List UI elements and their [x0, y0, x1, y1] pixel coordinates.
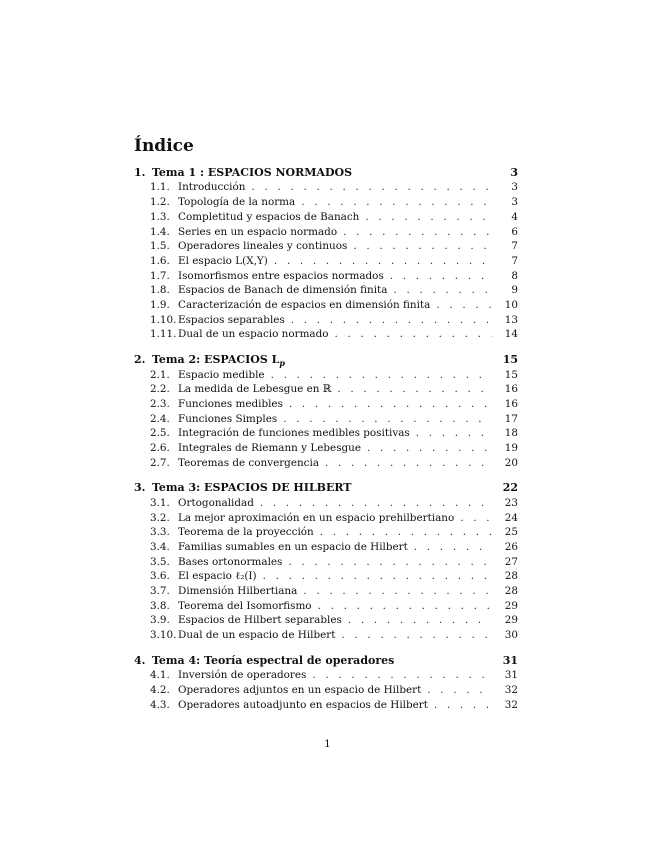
toc-entry-label-subscript: p	[279, 358, 285, 369]
toc-entry-label	[178, 497, 254, 509]
dot-leader	[353, 240, 492, 252]
toc-entry-label	[178, 526, 314, 538]
toc-entry-number: 4.2.	[150, 683, 170, 696]
toc-entry-number: 2.2.	[150, 383, 170, 396]
toc-entry-page: 16	[504, 383, 518, 396]
toc-entry-label	[178, 383, 331, 395]
toc-entry-number: 2.4.	[150, 412, 170, 425]
toc-entry-page: 25	[504, 526, 518, 539]
toc-section[interactable]	[134, 699, 518, 714]
toc-section[interactable]	[134, 226, 518, 241]
toc-entry-page: 10	[504, 299, 518, 311]
dot-leader	[289, 398, 492, 410]
toc-entry-label	[178, 328, 329, 340]
toc-entry-label-text: La medida de Lebesgue en ℝ	[178, 383, 332, 396]
toc-entry-label-text: Integrales de Riemann y Lebesgue	[178, 442, 362, 454]
toc-entry-label-text: El espacio L(X,Y)	[178, 254, 268, 267]
toc-entry-label-text: Operadores adjuntos en un espacio de Hilbert	[178, 683, 422, 696]
dot-leader	[390, 270, 492, 282]
toc-entry-number: 1.1.	[150, 181, 170, 194]
toc-section[interactable]	[134, 383, 518, 398]
toc-entry-label-text: Tema 4: Teoría espectral de operadores	[152, 653, 395, 667]
toc-entry-label	[178, 541, 408, 553]
toc-entry-label-text: Completitud y espacios de Banach	[178, 210, 360, 223]
toc-entry-label	[178, 181, 245, 193]
toc-entry-page: 19	[504, 442, 518, 454]
toc-entry-label-text: Espacios de Banach de dimensión finita	[178, 284, 388, 297]
toc-entry-label-text: Espacios separables	[178, 313, 285, 326]
dot-leader	[271, 369, 492, 381]
toc-entry-label	[152, 481, 352, 494]
toc-section[interactable]	[134, 614, 518, 629]
toc-entry-label	[178, 629, 335, 641]
toc-entry-page: 9	[511, 284, 518, 297]
dot-leader	[283, 413, 492, 425]
toc-entry-page: 6	[511, 225, 518, 238]
toc-entry-label	[178, 314, 285, 326]
dot-leader	[434, 699, 492, 711]
toc-entry-number: 3.3.	[150, 526, 170, 539]
toc-entry-number: 1.11.	[150, 328, 177, 341]
toc-entry-page: 22	[502, 481, 518, 495]
dot-leader	[335, 328, 492, 340]
toc-entry-label	[178, 211, 359, 223]
dot-leader	[312, 669, 492, 681]
toc-entry-page: 13	[504, 313, 518, 326]
toc-section[interactable]	[134, 585, 518, 600]
toc-chapter[interactable]	[134, 353, 518, 368]
toc-entry-page: 31	[504, 669, 518, 682]
toc-entry-label	[178, 600, 312, 612]
toc-entry-page: 7	[511, 240, 518, 253]
toc-section[interactable]	[134, 255, 518, 270]
dot-leader	[263, 570, 492, 582]
page-title: Índice	[134, 136, 194, 156]
toc-section[interactable]	[134, 270, 518, 285]
toc-section[interactable]	[134, 442, 518, 457]
toc-entry-label	[178, 699, 428, 711]
toc-entry-number: 2.6.	[150, 442, 170, 454]
dot-leader	[301, 196, 492, 208]
dot-leader	[414, 541, 492, 553]
toc-section[interactable]	[134, 314, 518, 329]
toc-section[interactable]	[134, 211, 518, 226]
toc-entry-label-text: Ortogonalidad	[178, 496, 254, 509]
toc-entry-label-text: Tema 2: ESPACIOS L	[152, 353, 280, 367]
toc-section[interactable]	[134, 457, 518, 472]
toc-entry-label-text: Topología de la norma	[178, 196, 296, 209]
toc-entry-number: 1.	[134, 166, 146, 179]
toc-entry-label	[178, 669, 306, 681]
toc-section[interactable]	[134, 240, 518, 255]
dot-leader	[460, 512, 492, 524]
toc-entry-label	[178, 270, 384, 282]
toc-entry-label	[178, 427, 410, 439]
toc-entry-label	[178, 614, 342, 626]
toc-entry-number: 1.9.	[150, 299, 170, 311]
toc-entry-page: 14	[504, 328, 518, 341]
toc-entry-page: 3	[510, 166, 518, 179]
toc-entry-page: 30	[504, 629, 518, 642]
toc-entry-number: 4.3.	[150, 698, 170, 711]
toc-entry-page: 28	[504, 570, 518, 583]
toc-entry-label	[152, 353, 285, 368]
toc-entry-label-text: Funciones medibles	[178, 397, 283, 410]
toc-chapter[interactable]	[134, 166, 518, 181]
toc-entry-page: 28	[504, 585, 518, 597]
toc-entry-label-text: Caracterización de espacios en dimensión finita	[178, 299, 431, 311]
toc-entry-number: 1.4.	[150, 225, 170, 238]
toc-entry-number: 2.3.	[150, 397, 170, 410]
toc-section[interactable]	[134, 196, 518, 211]
toc-entry-number: 3.2.	[150, 511, 170, 524]
toc-section[interactable]	[134, 541, 518, 556]
toc-section[interactable]	[134, 526, 518, 541]
toc-entry-label-text: Tema 3: ESPACIOS DE HILBERT	[152, 481, 352, 495]
toc-section[interactable]	[134, 684, 518, 699]
toc-entry-page: 29	[504, 599, 518, 612]
dot-leader	[288, 556, 492, 568]
toc-entry-page: 29	[504, 614, 518, 627]
toc-section[interactable]	[134, 629, 518, 644]
toc-section[interactable]	[134, 181, 518, 196]
toc-entry-label-text: Isomorfismos entre espacios normados	[178, 269, 384, 282]
toc-entry-label-text: Dual de un espacio de Hilbert	[178, 629, 336, 642]
toc-entry-label	[178, 457, 319, 469]
toc-entry-page: 32	[504, 683, 518, 696]
toc-section[interactable]	[134, 570, 518, 585]
toc-entry-label	[178, 684, 421, 696]
toc-entry-number: 1.5.	[150, 240, 170, 253]
dot-leader	[367, 442, 492, 454]
toc-entry-page: 15	[504, 368, 518, 381]
toc-entry-number: 3.7.	[150, 585, 170, 597]
toc-chapter[interactable]	[134, 481, 518, 496]
toc-entry-label	[178, 196, 295, 208]
toc-section[interactable]	[134, 556, 518, 571]
dot-leader	[260, 497, 492, 509]
page-number: 1	[324, 738, 331, 750]
toc-section[interactable]	[134, 427, 518, 442]
toc-entry-page: 7	[511, 254, 518, 267]
toc-entry-number: 1.6.	[150, 254, 170, 267]
toc-entry-label-text: Operadores autoadjunto en espacios de Hilbert	[178, 698, 428, 711]
toc-entry-number: 3.6.	[150, 570, 170, 583]
toc-entry-label-text: Espacio medible	[178, 368, 265, 381]
toc-entry-label	[178, 413, 277, 425]
toc-entry-page: 18	[504, 427, 518, 440]
toc-entry-page: 20	[504, 456, 518, 469]
toc-entry-label	[178, 556, 282, 568]
toc-entry-number: 1.7.	[150, 269, 170, 282]
toc-entry-page: 8	[511, 269, 518, 282]
toc-section[interactable]	[134, 497, 518, 512]
dot-leader	[303, 585, 492, 597]
toc-entry-label-text: Teoremas de convergencia	[178, 456, 320, 469]
toc-section[interactable]	[134, 369, 518, 384]
dot-leader	[348, 614, 492, 626]
toc-entry-label-text: Dimensión Hilbertiana	[178, 585, 298, 597]
toc-entry-page: 26	[504, 540, 518, 553]
toc-entry-label-text: Inversión de operadores	[178, 669, 307, 682]
dot-leader	[325, 457, 492, 469]
dot-leader	[291, 314, 492, 326]
dot-leader	[251, 181, 492, 193]
toc-section[interactable]	[134, 512, 518, 527]
toc-entry-number: 4.1.	[150, 669, 170, 682]
toc-section[interactable]	[134, 398, 518, 413]
toc-entry-label	[178, 398, 283, 410]
toc-entry-page: 3	[511, 181, 518, 194]
dot-leader	[365, 211, 492, 223]
toc-entry-number: 1.8.	[150, 284, 170, 297]
toc-entry-number: 2.	[134, 353, 146, 367]
dot-leader	[436, 299, 492, 311]
toc-entry-page: 24	[504, 511, 518, 524]
toc-entry-label-text: Dual de un espacio normado	[178, 328, 329, 341]
toc-entry-label-text: Bases ortonormales	[178, 555, 283, 568]
toc-entry-label	[152, 654, 394, 667]
toc-entry-page: 3	[511, 196, 518, 209]
toc-entry-number: 2.5.	[150, 427, 170, 440]
toc-entry-number: 2.1.	[150, 368, 170, 381]
toc-section[interactable]	[134, 299, 518, 314]
toc-entry-number: 4.	[134, 653, 146, 667]
dot-leader	[427, 684, 492, 696]
dot-leader	[318, 600, 492, 612]
toc-entry-label-text: Funciones Simples	[178, 412, 278, 425]
toc-entry-number: 2.7.	[150, 456, 170, 469]
toc-entry-label	[178, 369, 265, 381]
toc-entry-number: 3.5.	[150, 555, 170, 568]
toc-entry-page: 32	[504, 698, 518, 711]
toc-entry-number: 1.3.	[150, 210, 170, 223]
toc-entry-label-text: Introducción	[178, 181, 246, 194]
toc-entry-label	[178, 570, 257, 582]
toc-entry-label	[178, 299, 430, 311]
toc-entry-page: 31	[502, 653, 518, 667]
toc-section[interactable]	[134, 669, 518, 684]
toc-entry-page: 17	[504, 412, 518, 425]
dot-leader	[393, 284, 492, 296]
toc-entry-number: 1.2.	[150, 196, 170, 209]
toc-entry-label-text: El espacio ℓ₂(I)	[178, 570, 257, 583]
toc-entry-page: 16	[504, 397, 518, 410]
toc-entry-label	[178, 442, 361, 454]
dot-leader	[416, 427, 492, 439]
dot-leader	[320, 526, 492, 538]
toc-entry-label-text: Series en un espacio normado	[178, 225, 338, 238]
dot-leader	[341, 629, 492, 641]
dot-leader	[274, 255, 492, 267]
toc-entry-label	[178, 585, 297, 597]
toc-entry-number: 3.9.	[150, 614, 170, 627]
toc-entry-page: 23	[504, 496, 518, 509]
toc-entry-label	[152, 166, 352, 179]
toc-entry-label-text: Tema 1 : ESPACIOS NORMADOS	[152, 166, 353, 179]
toc-entry-label-text: Operadores lineales y continuos	[178, 240, 348, 253]
toc-entry-number: 3.4.	[150, 540, 170, 553]
toc-entry-page: 27	[504, 555, 518, 568]
toc-entry-label	[178, 255, 268, 267]
toc-entry-label-text: Espacios de Hilbert separables	[178, 614, 342, 627]
toc-entry-label-text: Familias sumables en un espacio de Hilbert	[178, 540, 408, 553]
toc-section[interactable]	[134, 328, 518, 343]
toc-entry-page: 15	[502, 353, 518, 367]
toc-entry-number: 3.	[134, 481, 146, 495]
toc-entry-label-text: Teorema del Isomorfismo	[178, 599, 312, 612]
toc-section[interactable]	[134, 284, 518, 299]
toc-entry-page: 4	[511, 210, 518, 223]
toc-entry-number: 3.1.	[150, 496, 170, 509]
toc-section[interactable]	[134, 413, 518, 428]
toc-entry-number: 1.10.	[150, 313, 177, 326]
dot-leader	[343, 226, 492, 238]
toc-entry-label-text: La mejor aproximación en un espacio prehilbertiano	[178, 511, 455, 524]
toc-entry-label	[178, 226, 337, 238]
dot-leader	[337, 383, 492, 395]
toc-section[interactable]	[134, 600, 518, 615]
toc-entry-label-text: Integración de funciones medibles positivas	[178, 427, 410, 440]
toc-entry-number: 3.8.	[150, 599, 170, 612]
toc-chapter[interactable]	[134, 654, 518, 669]
toc-entry-label	[178, 512, 454, 524]
toc-entry-label-text: Teorema de la proyección	[178, 526, 314, 539]
toc-entry-label	[178, 240, 347, 252]
toc-entry-label	[178, 284, 387, 296]
toc-entry-number: 3.10.	[150, 629, 177, 642]
